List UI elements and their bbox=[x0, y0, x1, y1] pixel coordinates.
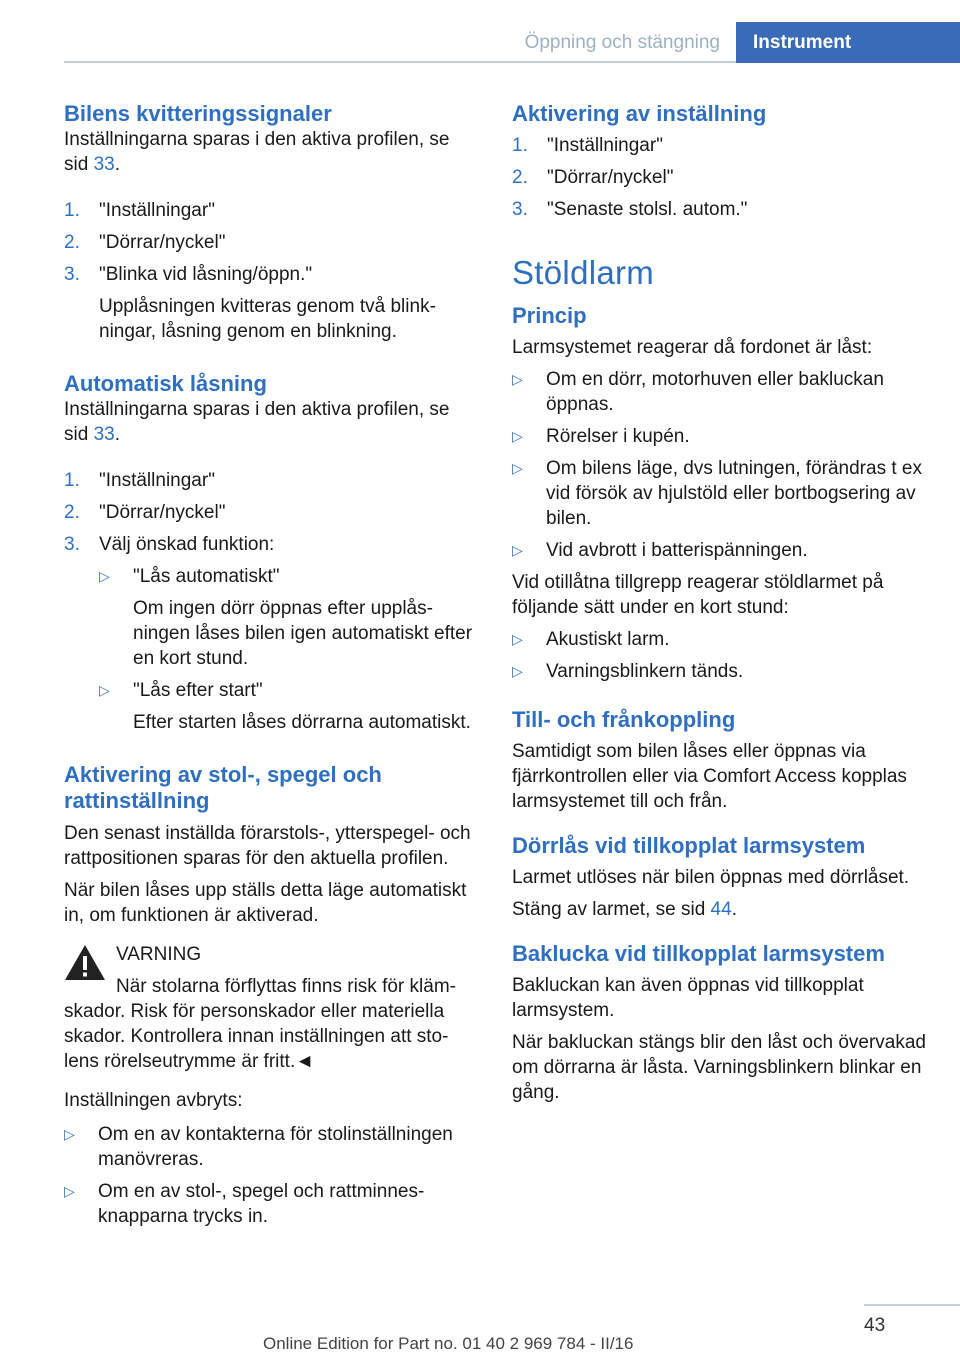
list-item: ▷ Om en dörr, motorhuven eller bakluckan öppnas. bbox=[512, 369, 884, 415]
section-title: Baklucka vid tillkopplat larmsystem bbox=[512, 941, 885, 966]
section-title: Aktivering av stol-, spegel och rattinställning bbox=[64, 762, 382, 813]
warning-heading: VARNING bbox=[116, 944, 202, 965]
warning-triangle-icon bbox=[64, 944, 106, 981]
triangle-bullet-icon: ▷ bbox=[512, 631, 523, 647]
numbered-step: 1. "Inställningar" bbox=[64, 200, 215, 221]
warning-box bbox=[64, 942, 474, 1074]
section-title: Automatisk låsning bbox=[64, 371, 267, 396]
paragraph: Bakluckan kan även öppnas vid tillkopplat larmsystem. bbox=[512, 975, 864, 1021]
numbered-step: 1. "Inställningar" bbox=[512, 135, 663, 156]
warning-text: När stolarna förflyttas finns risk för klämskador. Risk för personskador eller materiella skador. Kontrollera innan inställningen att stolens rörelseutrymme är fritt.◄ bbox=[64, 976, 456, 1072]
numbered-step: 3. "Blinka vid låsning/öppn." Upplåsningen kvitteras genom två blinkningar, låsning genom en blinkning. bbox=[64, 264, 436, 342]
paragraph: Vid otillåtna tillgrepp reagerar stöldlarmet på följande sätt under en kort stund: bbox=[512, 572, 884, 618]
page-number: 43 bbox=[864, 1315, 886, 1336]
footer-rule bbox=[864, 1304, 960, 1306]
paragraph: När bakluckan stängs blir den låst och övervakad om dörrarna är låsta. Varningsblinkern blinkar en gång. bbox=[512, 1032, 927, 1103]
triangle-bullet-icon: ▷ bbox=[64, 1126, 75, 1142]
triangle-bullet-icon: ▷ bbox=[512, 371, 523, 387]
header-section-title: Öppning och stängning bbox=[524, 32, 720, 53]
triangle-bullet-icon: ▷ bbox=[512, 428, 523, 444]
list-item: ▷ "Lås efter start" Efter starten låses dörrarna automatiskt. bbox=[99, 680, 471, 733]
list-item: ▷ Vid avbrott i batterispänningen. bbox=[512, 540, 808, 561]
numbered-step: 2. "Dörrar/nyckel" bbox=[64, 502, 226, 523]
triangle-bullet-icon: ▷ bbox=[512, 542, 523, 558]
paragraph: Inställningen avbryts: bbox=[64, 1090, 243, 1111]
left-column bbox=[64, 101, 474, 1236]
numbered-step: 2. "Dörrar/nyckel" bbox=[512, 167, 674, 188]
numbered-step: 3. Välj önskad funktion: bbox=[64, 534, 275, 555]
triangle-bullet-icon: ▷ bbox=[512, 663, 523, 679]
section-title: Dörrlås vid tillkopplat larmsystem bbox=[512, 833, 866, 858]
paragraph: Larmet utlöses när bilen öppnas med dörrlåset. bbox=[512, 867, 910, 888]
section-title: Princip bbox=[512, 303, 587, 328]
triangle-bullet-icon: ▷ bbox=[512, 460, 523, 476]
list-item: ▷ Varningsblinkern tänds. bbox=[512, 661, 744, 682]
paragraph: Den senast inställda förarstols-, ytterspegel- och rattpositionen sparas för den aktuella profilen. bbox=[64, 823, 471, 869]
section-title: Bilens kvitteringssignaler bbox=[64, 101, 332, 126]
numbered-step: 3. "Senaste stolsl. autom." bbox=[512, 199, 748, 220]
triangle-bullet-icon: ▷ bbox=[99, 568, 110, 584]
list-item: ▷ Rörelser i kupén. bbox=[512, 426, 690, 447]
list-item: ▷ Akustiskt larm. bbox=[512, 629, 670, 650]
footer-edition: Online Edition for Part no. 01 40 2 969 784 - II/16 bbox=[263, 1334, 634, 1353]
section-title: Till- och frånkoppling bbox=[512, 707, 736, 732]
list-item: ▷ Om en av kontakterna för stolinställningen manövreras. bbox=[64, 1124, 453, 1170]
header-chapter-tab: Instrument bbox=[736, 22, 960, 63]
paragraph: Stäng av larmet, se sid 44. bbox=[512, 899, 737, 920]
numbered-step: 1. "Inställningar" bbox=[64, 470, 215, 491]
page-link[interactable]: 44 bbox=[710, 899, 732, 920]
page-link[interactable]: 33 bbox=[93, 424, 115, 445]
paragraph: När bilen låses upp ställs detta läge automatiskt in, om funktionen är aktiverad. bbox=[64, 880, 467, 926]
paragraph: Samtidigt som bilen låses eller öppnas via fjärrkontrollen eller via Comfort Access kopplas larmsystemet till och från. bbox=[512, 741, 907, 812]
list-item: ▷ "Lås automatiskt" Om ingen dörr öppnas efter upplåsningen låses bilen igen automatiskt efter en kort stund. bbox=[99, 566, 473, 669]
page-link[interactable]: 33 bbox=[93, 154, 115, 175]
paragraph: Inställningarna sparas i den aktiva profilen, se sid 33. bbox=[64, 129, 450, 175]
paragraph: Inställningarna sparas i den aktiva profilen, se sid 33. bbox=[64, 399, 450, 445]
list-item: ▷ Om en av stol-, spegel och rattminnesknapparna trycks in. bbox=[64, 1181, 425, 1227]
numbered-step: 2. "Dörrar/nyckel" bbox=[64, 232, 226, 253]
right-column bbox=[512, 101, 932, 1112]
paragraph: Larmsystemet reagerar då fordonet är låst: bbox=[512, 337, 873, 358]
section-title: Aktivering av inställning bbox=[512, 101, 767, 126]
list-item: ▷ Om bilens läge, dvs lutningen, förändras t ex vid försök av hjulstöld eller bortbogsering av bilen. bbox=[512, 458, 922, 529]
triangle-bullet-icon: ▷ bbox=[64, 1183, 75, 1199]
triangle-bullet-icon: ▷ bbox=[99, 682, 110, 698]
chapter-title: Stöldlarm bbox=[512, 254, 655, 291]
